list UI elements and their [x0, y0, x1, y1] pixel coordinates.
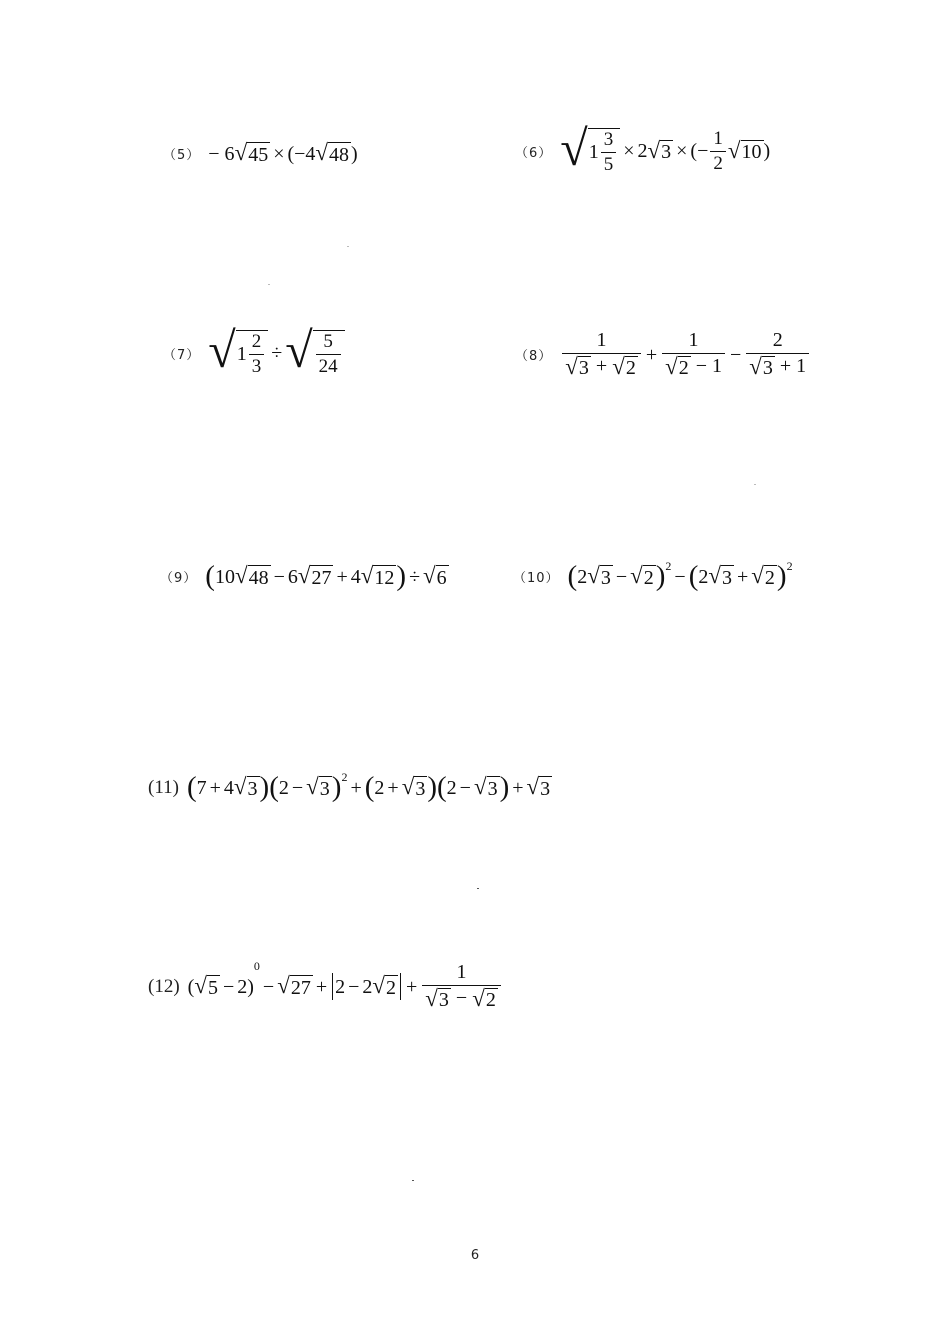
problem-number: （5）: [163, 148, 201, 163]
problem-12: [148, 959, 503, 1011]
problem-expression: 1 √ 3 + √ 2 + 1 √ 2 − 1 − 2 √ 3 + 1: [560, 330, 811, 379]
problem-expression: √ 1 $\frac{2}{3}$ ÷ √ $\frac{5}{24}$: [208, 330, 344, 377]
problem-number: （6）: [515, 145, 553, 161]
problem-number: （9）: [160, 571, 198, 586]
problem-10: [513, 559, 793, 592]
problem-7: [163, 322, 345, 378]
scan-speck: [412, 1180, 414, 1181]
problem-5: [163, 142, 358, 165]
problem-number: (12): [148, 975, 180, 997]
problem-number: （7）: [163, 347, 201, 363]
problem-number: （10）: [513, 571, 560, 586]
scan-speck: [754, 484, 756, 485]
problem-expression: ( 2 √ 3 − √ 2 ) 2 − ( 2 √ 3 + √ 2 ) 2: [567, 559, 793, 592]
problem-9: [160, 562, 449, 591]
problem-expression: ( √ 5 − 2) 0 − √ 27 + 2 − 2 √ 2 + 1 √ 3 − √ 2: [188, 962, 503, 1011]
problem-number: (11): [148, 776, 179, 798]
problem-expression: ( 10 √ 48 − 6 √ 27 + 4 √ 12 ) ÷ √ 6: [205, 560, 447, 592]
problem-6: [515, 120, 771, 176]
problem-expression: √ 1 $\frac{3}{5}$ × 2 √ 3 × (− $\frac{1}{2}$ √ 10 ): [560, 120, 771, 176]
problem-expression: ( 7 + 4 √ 3 ) ( 2 − √ 3 ) 2 + ( 2 + √ 3 ) ( 2 − √ 3 ) + √ 3: [186, 770, 551, 803]
problem-expression: − 6 √ 45 × (−4 √ 48 ): [208, 140, 358, 166]
scan-speck: [347, 246, 349, 247]
problem-number: （8）: [515, 349, 553, 364]
scan-speck: [477, 888, 479, 889]
problem-11: [148, 770, 552, 803]
scan-speck: [268, 284, 270, 285]
problem-8: [515, 330, 811, 379]
page-number: 6: [470, 1248, 480, 1263]
